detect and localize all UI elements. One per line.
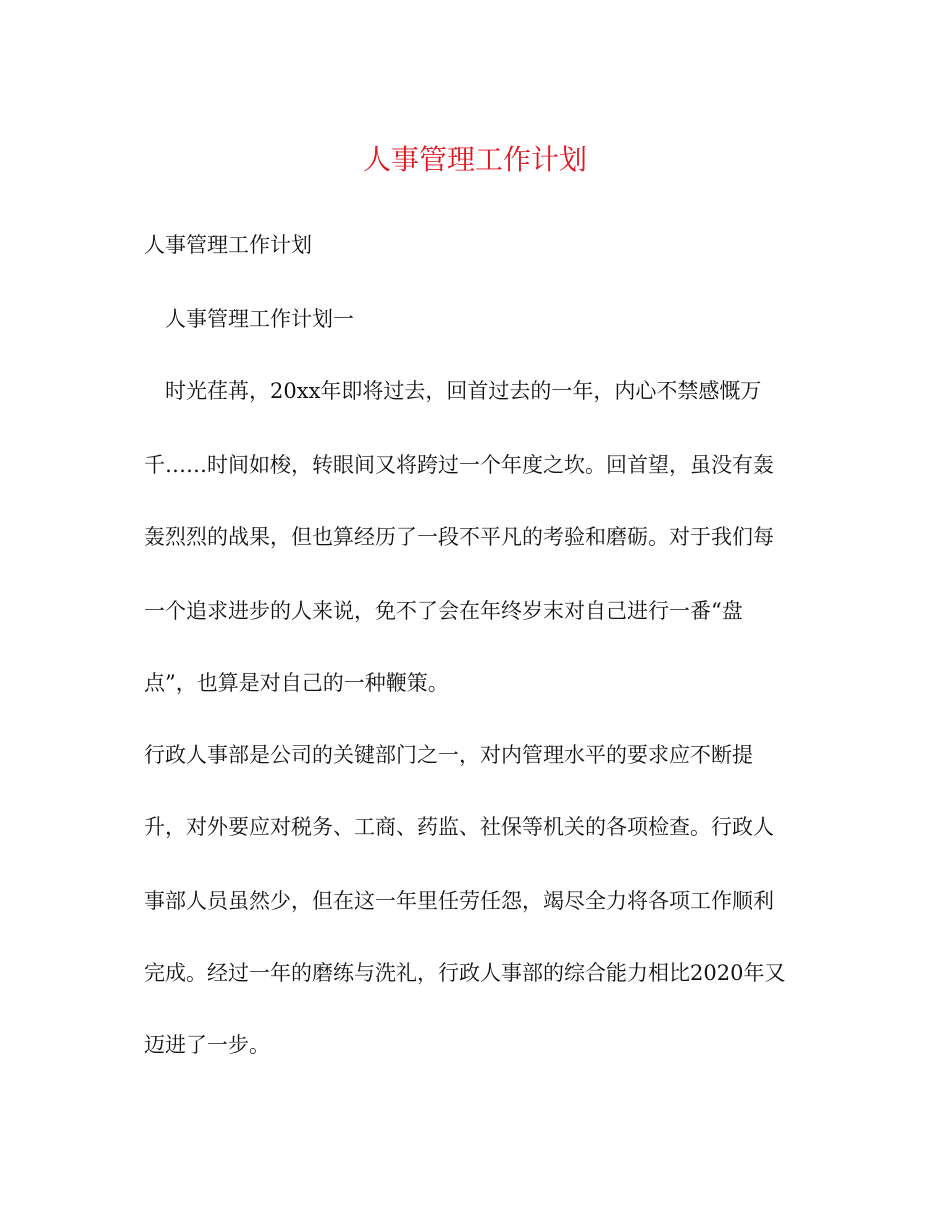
- section-heading: 人事管理工作计划: [144, 233, 312, 257]
- document-title: 人事管理工作计划: [362, 143, 587, 176]
- paragraph-line: 事部人员虽然少，但在这一年里任劳任怨，竭尽全力将各项工作顺利: [144, 889, 774, 913]
- paragraph-line: 轰烈烈的战果，但也算经历了一段不平凡的考验和磨砺。对于我们每: [144, 525, 774, 549]
- paragraph-line: 时光荏苒，20xx年即将过去，回首过去的一年，内心不禁感慨万: [165, 379, 762, 403]
- paragraph-line: 完成。经过一年的磨练与洗礼，行政人事部的综合能力相比2020年又: [144, 961, 786, 985]
- subsection-heading: 人事管理工作计划一: [165, 307, 354, 331]
- paragraph-line: 行政人事部是公司的关键部门之一，对内管理水平的要求应不断提: [144, 743, 753, 767]
- paragraph-line: 迈进了一步。: [144, 1033, 270, 1057]
- paragraph-line: 点”，也算是对自己的一种鞭策。: [144, 671, 449, 695]
- paragraph-line: 升，对外要应对税务、工商、药监、社保等机关的各项检查。行政人: [144, 815, 774, 839]
- paragraph-line: 一个追求进步的人来说，免不了会在年终岁末对自己进行一番“盘: [144, 599, 743, 623]
- paragraph-line: 千……时间如梭，转眼间又将跨过一个年度之坎。回首望，虽没有轰: [144, 453, 774, 477]
